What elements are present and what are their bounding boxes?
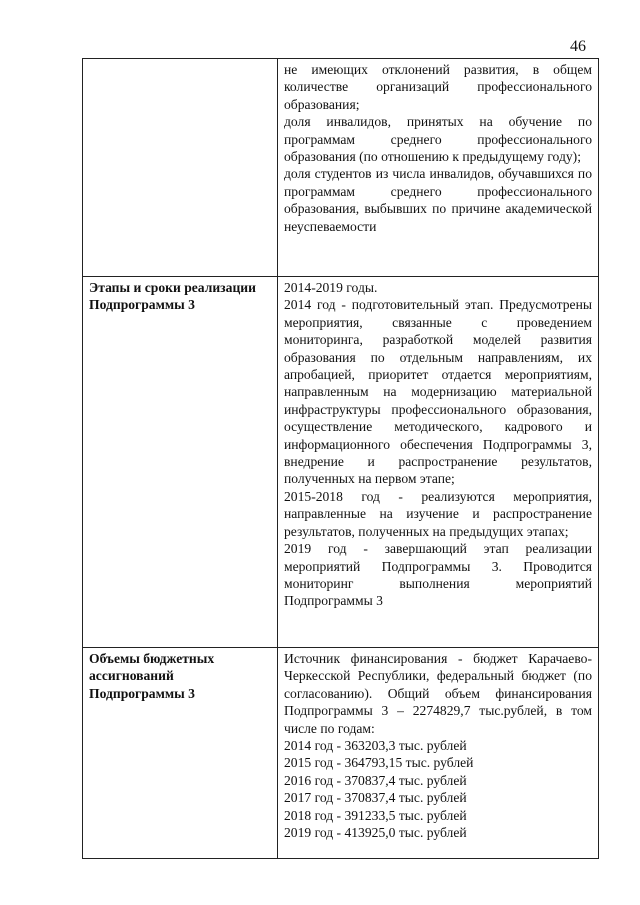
stages-cell xyxy=(278,277,599,648)
stage-paragraph: 2019 год - завершающий этап реализации мероприятий Подпрограммы 3. Проводится мониторинг выполнения мероприятий Подпрограммы 3 xyxy=(284,541,592,609)
budget-cell xyxy=(278,648,599,859)
budget-year-line: 2017 год - 370837,4 тыс. рублей xyxy=(284,790,467,806)
table-row-indicators-continued xyxy=(83,59,599,277)
table-row-budget xyxy=(83,648,599,859)
indicator-paragraph: доля инвалидов, принятых на обучение по программам среднего профессионального образования (по отношению к предыдущему году); xyxy=(284,114,592,165)
indicator-paragraph: доля студентов из числа инвалидов, обучавшихся по программам среднего профессионального образования, выбывших по причине академической неуспеваемости xyxy=(284,166,592,234)
budget-year-line: 2016 год - 370837,4 тыс. рублей xyxy=(284,772,467,788)
table-row-stages xyxy=(83,277,599,648)
stage-paragraph: 2014-2019 годы. xyxy=(284,280,378,295)
budget-year-line: 2018 год - 391233,5 тыс. рублей xyxy=(284,807,467,823)
passport-table xyxy=(82,58,599,859)
indicator-paragraph: не имеющих отклонений развития, в общем количестве организаций профессионального образования; xyxy=(284,62,592,112)
row-label-budget: Объемы бюджетных ассигнований Подпрограммы 3 xyxy=(83,648,278,859)
budget-year-line: 2014 год - 363203,3 тыс. рублей xyxy=(284,738,467,754)
stage-paragraph: 2015-2018 год - реализуются мероприятия, направленные на изучение и распространение результатов, полученных на предыдущих этапах; xyxy=(284,488,592,539)
indicators-cell xyxy=(278,59,599,277)
budget-year-line: 2015 год - 364793,15 тыс. рублей xyxy=(284,755,474,771)
row-label-stages: Этапы и сроки реализации Подпрограммы 3 xyxy=(83,277,278,648)
budget-year-line: 2019 год - 413925,0 тыс. рублей xyxy=(284,825,467,841)
budget-paragraph: Источник финансирования - бюджет Карачаево-Черкесской Республики, федеральный бюджет (по согласованию). Общий объем финансирования Подпрограммы 3 – 2274829,7 тыс.рублей, в том числе по годам: xyxy=(284,651,592,736)
row-label-empty xyxy=(83,59,278,277)
stage-paragraph: 2014 год - подготовительный этап. Предусмотрены мероприятия, связанные с проведением мониторинга, разработкой моделей развития образования по отдельным направлениям, их апробацией, приоритет отдается мероприятиям, направленным на модернизацию материальной инфраструктуры профессионального образования, осуществление методического, кадрового и информационного обеспечения Подпрограммы 3, внедрение и распространение результатов, полученных на первом этапе; xyxy=(284,297,592,487)
page-number: 46 xyxy=(570,38,586,55)
